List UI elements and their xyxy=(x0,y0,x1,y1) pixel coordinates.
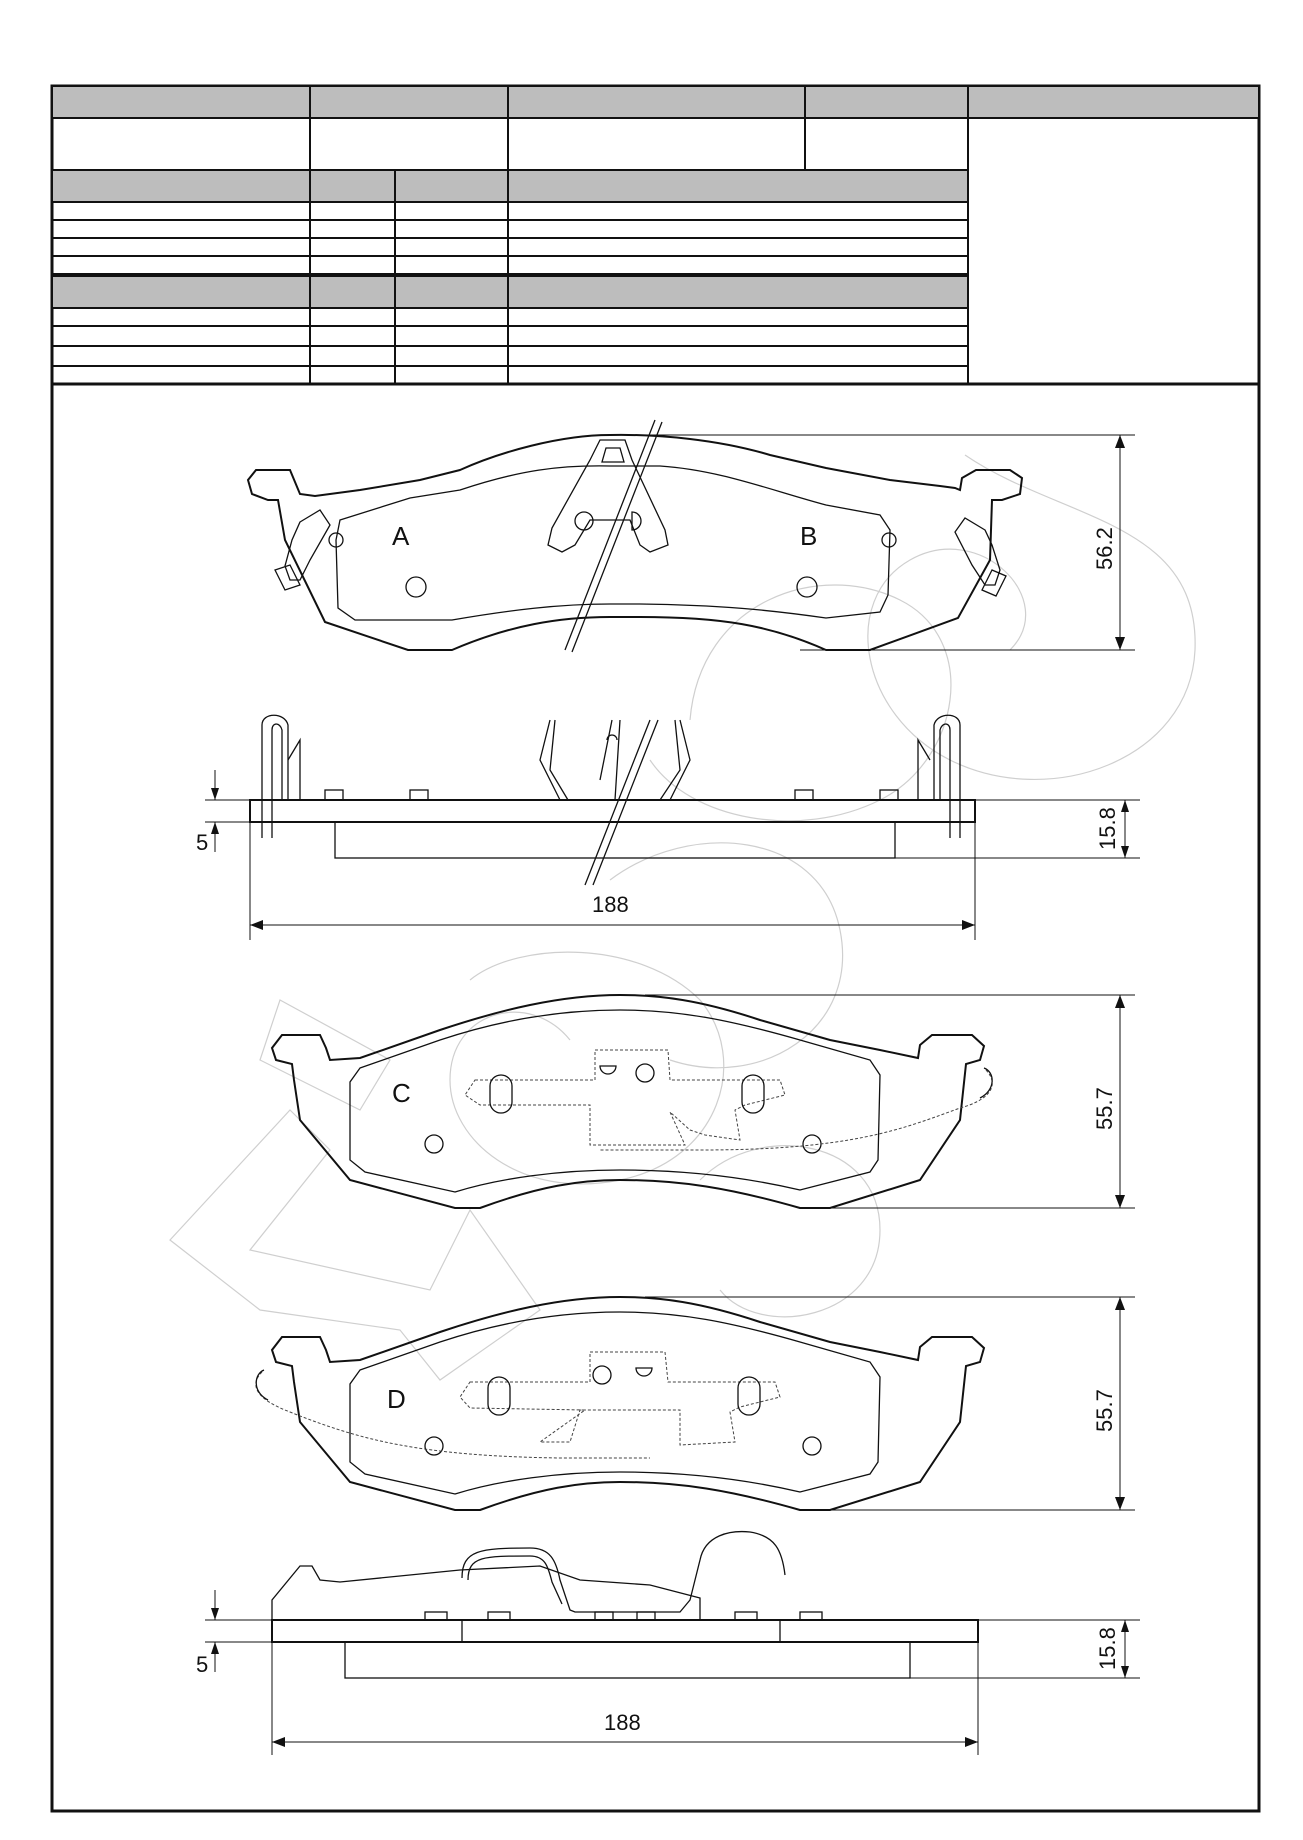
header-cell xyxy=(968,86,1259,118)
list-rows xyxy=(52,118,968,384)
value-cell xyxy=(508,118,805,170)
list-header-cell xyxy=(395,170,508,202)
hole-icon xyxy=(593,1366,611,1384)
view-side-section-1 xyxy=(196,715,1140,940)
list-header-cell xyxy=(395,276,508,308)
dimension-width-1: 188 xyxy=(592,892,629,917)
hole-icon xyxy=(636,1064,654,1082)
value-cell xyxy=(52,118,310,170)
list-rows xyxy=(52,202,968,276)
hole-icon xyxy=(803,1437,821,1455)
value-cell xyxy=(310,118,508,170)
dimension-width-2: 188 xyxy=(604,1710,641,1735)
half-hole-icon xyxy=(600,1066,616,1074)
list-header-cell xyxy=(508,276,968,308)
dimension-height-2: 55.7 xyxy=(1092,1087,1117,1130)
list-header-cell xyxy=(52,170,310,202)
list-header-cell xyxy=(52,276,310,308)
notes-cell xyxy=(968,118,1259,384)
title-block xyxy=(52,86,1259,384)
sheet-frame xyxy=(52,86,1259,1811)
dimension-thickness-2: 15.8 xyxy=(1095,1627,1120,1670)
dimension-height-3: 55.7 xyxy=(1092,1389,1117,1432)
dimension-offset-1: 5 xyxy=(196,830,209,855)
hole-icon xyxy=(406,577,426,597)
view-label-b: B xyxy=(800,521,818,551)
dimension-thickness-1: 15.8 xyxy=(1095,807,1120,850)
dimension-height-1: 56.2 xyxy=(1092,527,1117,570)
hole-icon xyxy=(425,1437,443,1455)
view-friction-pad-d xyxy=(256,1297,1135,1510)
header-cell xyxy=(508,86,805,118)
list-header-cell xyxy=(310,170,395,202)
view-label-a: A xyxy=(392,521,410,551)
half-hole-icon xyxy=(636,1368,652,1376)
view-label-d: D xyxy=(387,1384,406,1414)
hole-icon xyxy=(803,1135,821,1153)
view-backing-plate-ab xyxy=(248,420,1135,652)
dimension-offset-2: 5 xyxy=(196,1652,209,1677)
list-header-cell xyxy=(508,170,968,202)
view-side-section-2 xyxy=(196,1532,1140,1755)
header-cell xyxy=(805,86,968,118)
view-label-c: C xyxy=(392,1078,411,1108)
value-cell xyxy=(805,118,968,170)
list-header-cell xyxy=(310,276,395,308)
header-cell xyxy=(52,86,310,118)
hole-icon xyxy=(425,1135,443,1153)
header-cell xyxy=(310,86,508,118)
watermark-logo xyxy=(170,455,1195,1380)
hole-icon xyxy=(575,512,593,530)
